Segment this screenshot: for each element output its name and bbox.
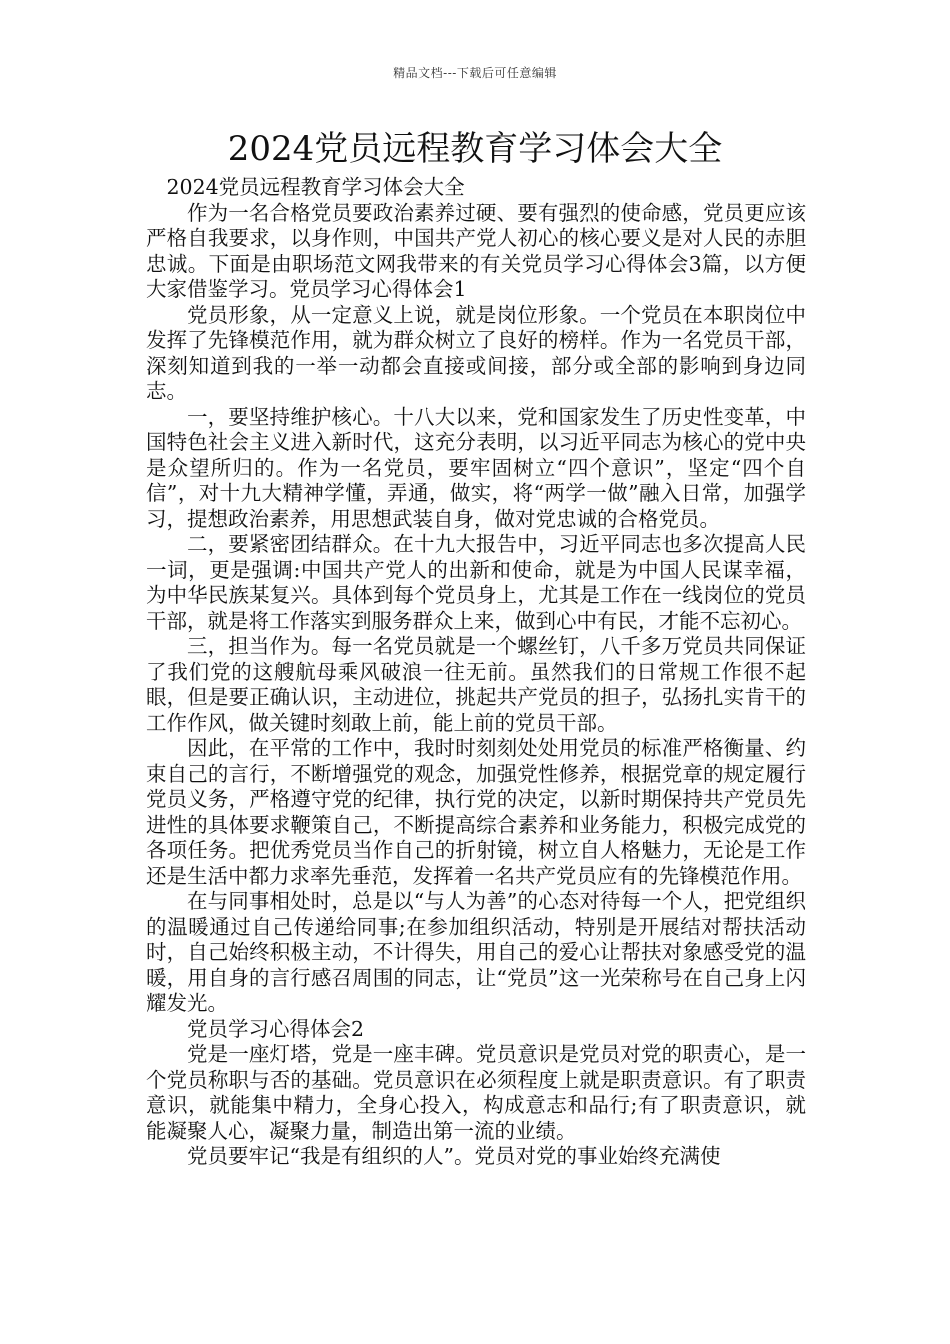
paragraph: 党员形象，从一定意义上说，就是岗位形象。一个党员在本职岗位中发挥了先锋模范作用，就为群众树立了良好的榜样。作为一名党员干部，深刻知道到我的一举一动都会直接或间接，部分或全部的影响到身边同志。 xyxy=(146,302,806,403)
section-heading: 党员学习心得体会2 xyxy=(187,1016,365,1041)
document-subtitle: 2024党员远程教育学习体会大全 xyxy=(166,175,465,199)
page-header-caption: 精品文档---下载后可任意编辑 xyxy=(393,66,557,80)
paragraph: 在与同事相处时，总是以“与人为善”的心态对待每一个人，把党组织的温暖通过自己传递给同事;在参加组织活动，特别是开展结对帮扶活动时，自己始终积极主动，不计得失，用自己的爱心让帮扶对象感受党的温暖，用自身的言行感召周围的同志，让“党员”这一光荣称号在自己身上闪耀发光。 xyxy=(146,889,806,1015)
paragraph: 三，担当作为。每一名党员就是一个螺丝钉，八千多万党员共同保证了我们党的这艘航母乘风破浪一往无前。虽然我们的日常规工作很不起眼，但是要正确认识，主动进位，挑起共产党员的担子，弘扬扎实肯干的工作作风，做关键时刻敢上前，能上前的党员干部。 xyxy=(146,634,806,735)
document-title: 2024党员远程教育学习体会大全 xyxy=(227,129,723,169)
paragraph: 因此，在平常的工作中，我时时刻刻处处用党员的标准严格衡量、约束自己的言行，不断增强党的观念，加强党性修养，根据党章的规定履行党员义务，严格遵守党的纪律，执行党的决定，以新时期保持共产党员先进性的具体要求鞭策自己，不断提高综合素养和业务能力，积极完成党的各项任务。把优秀党员当作自己的折射镜，树立自人格魅力，无论是工作还是生活中都力求率先垂范，发挥着一名共产党员应有的先锋模范作用。 xyxy=(146,736,806,888)
paragraph: 二，要紧密团结群众。在十九大报告中，习近平同志也多次提高人民一词，更是强调:中国共产党人的出新和使命，就是为中国人民谋幸福，为中华民族某复兴。具体到每个党员身上，尤其是工作在一线岗位的党员干部，就是将工作落实到服务群众上来，做到心中有民，才能不忘初心。 xyxy=(146,532,806,633)
paragraph: 党是一座灯塔，党是一座丰碑。党员意识是党员对党的职责心，是一个党员称职与否的基础。党员意识在必须程度上就是职责意识。有了职责意识，就能集中精力，全身心投入，构成意志和品行;有了职责意识，就能凝聚人心，凝聚力量，制造出第一流的业绩。 xyxy=(146,1042,806,1143)
document-body xyxy=(146,175,806,1170)
paragraph: 一，要坚持维护核心。十八大以来，党和国家发生了历史性变革，中国特色社会主义进入新时代，这充分表明，以习近平同志为核心的党中央是众望所归的。作为一名党员，要牢固树立“四个意识”，坚定“四个自信”，对十九大精神学懂，弄通，做实，将“两学一做”融入日常，加强学习，提想政治素养，用思想武装自身，做对党忠诚的合格党员。 xyxy=(146,404,806,531)
paragraph: 党员要牢记“我是有组织的人”。党员对党的事业始终充满使 xyxy=(187,1144,721,1168)
paragraph-intro: 作为一名合格党员要政治素养过硬、要有强烈的使命感，党员更应该严格自我要求，以身作则，中国共产党人初心的核心要义是对人民的赤胆忠诚。下面是由职场范文网我带来的有关党员学习心得体会3篇，以方便大家借鉴学习。党员学习心得体会1 xyxy=(146,200,806,301)
